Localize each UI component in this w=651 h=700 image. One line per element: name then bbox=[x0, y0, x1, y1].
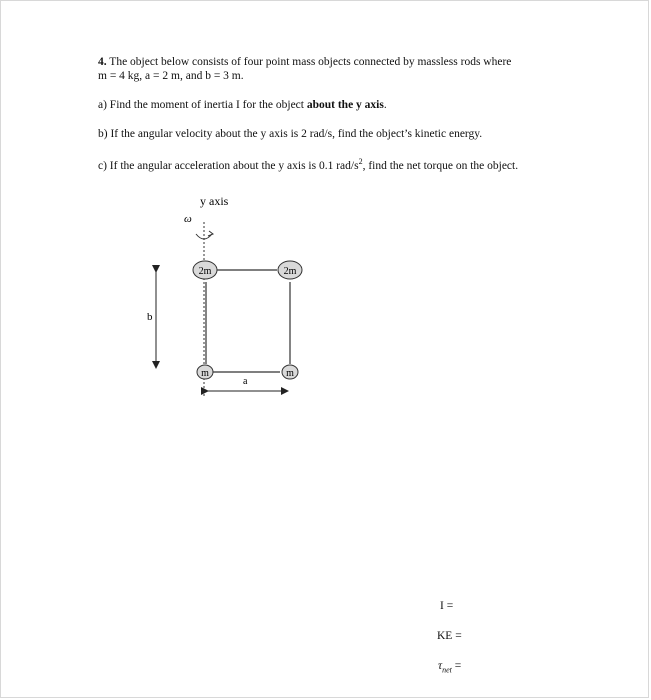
answer-inertia: I = bbox=[440, 600, 454, 612]
mass-label-bottom-left: m bbox=[201, 368, 209, 379]
part-c-sup: 2 bbox=[358, 157, 363, 166]
torque-sub: net bbox=[442, 665, 452, 675]
mass-label-top-right: 2m bbox=[283, 266, 297, 277]
b-label: b bbox=[147, 311, 153, 323]
omega-label: ω bbox=[184, 213, 192, 225]
part-a-bold: about the y axis bbox=[306, 99, 384, 111]
mass-label-bottom-right: m bbox=[286, 368, 294, 379]
y-axis-label: y axis bbox=[200, 194, 229, 208]
mass-label-top-left: 2m bbox=[198, 266, 212, 277]
problem-number: 4. bbox=[98, 56, 107, 68]
torque-eq: = bbox=[451, 660, 462, 672]
part-c-text: c) If the angular acceleration about the y axis is 0.1 rad/s bbox=[98, 159, 359, 172]
problem-text-line1: The object below consists of four point mass objects connected by massless rods where bbox=[109, 56, 512, 68]
torque-symbol: τ bbox=[438, 660, 443, 672]
part-a-text: a) Find the moment of inertia I for the object bbox=[98, 99, 307, 111]
part-b-text: b) If the angular velocity about the y axis is 2 rad/s, find the object’s kinetic energy. bbox=[98, 128, 483, 140]
a-label: a bbox=[243, 376, 248, 387]
answer-torque bbox=[438, 660, 461, 674]
part-a-suffix: . bbox=[383, 99, 387, 111]
part-c-suffix: , find the net torque on the object. bbox=[362, 159, 519, 172]
answer-ke: KE = bbox=[437, 630, 462, 642]
problem-text-line2: m = 4 kg, a = 2 m, and b = 3 m. bbox=[98, 70, 244, 82]
